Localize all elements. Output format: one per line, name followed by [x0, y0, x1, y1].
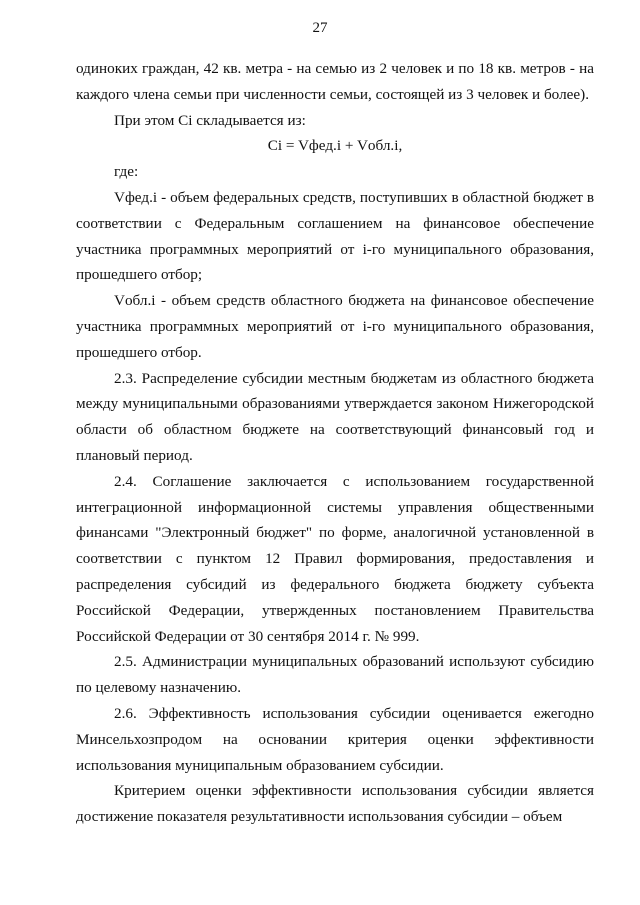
paragraph-continuation: одиноких граждан, 42 кв. метра - на семью из 2 человек и по 18 кв. метров - на каждого члена семьи при численности семьи, состоящей из 3 человек и более). — [76, 60, 594, 103]
paragraph-2-5: 2.5. Администрации муниципальных образований используют субсидию по целевому назначению. — [76, 653, 594, 697]
paragraph-2-6: 2.6. Эффективность использования субсидии оценивается ежегодно Минсельхозпродом на основании критерия оценки эффективности использования муниципальным образованием субсидии. — [76, 704, 594, 774]
paragraph-criterion: Критерием оценки эффективности использования субсидии является достижение показателя результативности использования субсидии – объем — [76, 782, 594, 826]
paragraph-vobl-definition: Vобл.i - объем средств областного бюджета на финансовое обеспечение участника программных мероприятий от i-го муниципального образования, прошедшего отбор. — [76, 292, 594, 361]
page-number: 27 — [312, 20, 328, 36]
paragraph-vfed-definition: Vфед.i - объем федеральных средств, поступивших в областной бюджет в соответствии с Федеральным соглашением на финансовое обеспечение участника программных мероприятий от i-го муниципального образования, прошедшего отбор; — [76, 188, 594, 284]
document-body — [76, 56, 594, 830]
paragraph-2-3: 2.3. Распределение субсидии местным бюджетам из областного бюджета между муниципальными образованиями утверждается законом Нижегородской области об областном бюджете на соответствующий финансовый год и плановый период. — [76, 369, 594, 464]
formula-ci: Сi = Vфед.i + Vобл.i, — [267, 137, 403, 155]
paragraph-where: где: — [114, 163, 139, 181]
paragraph-ci-composition: При этом Сi складывается из: — [114, 111, 306, 129]
paragraph-2-4: 2.4. Соглашение заключается с использованием государственной интеграционной информационной системы управления общественными финансами "Электронный бюджет" по форме, аналогичной установленной в соответствии с пунктом 12 Правил формирования, предоставления и распределения субсидий из федерального бюджета бюджету субъекта Российской Федерации, утвержденных постановлением Правительства Российской Федерации от 30 сентября 2014 г. № 999. — [76, 472, 594, 645]
